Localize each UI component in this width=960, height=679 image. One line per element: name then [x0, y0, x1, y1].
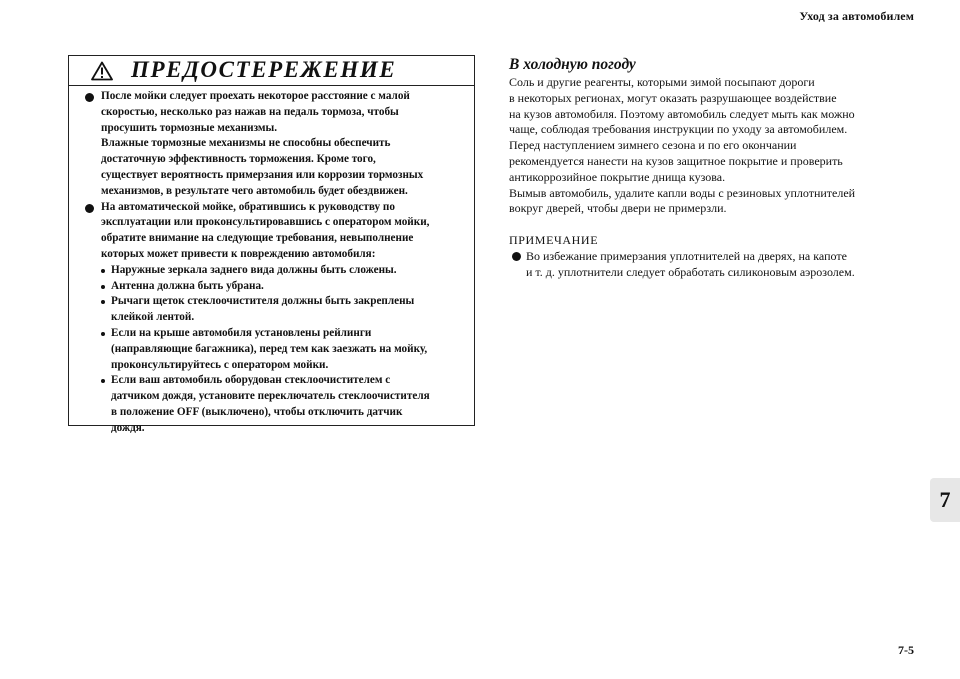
warning-box: [68, 55, 475, 434]
cold-weather-section: [509, 56, 919, 281]
warning-subitem: [85, 373, 464, 436]
page-number: 7-5: [898, 643, 914, 657]
small-bullet-icon: [101, 300, 105, 304]
warning-item: [85, 200, 464, 263]
warning-subitem-text: Если ваш автомобиль оборудован стеклоочистителем с датчиком дождя, установите переключатель стеклоочистителя в положение OFF (выключено), чтобы отключить датчик дождя.: [111, 374, 430, 434]
small-bullet-icon: [101, 332, 105, 336]
warning-subitem-text: Антенна должна быть убрана.: [111, 279, 264, 292]
warning-subitem: [85, 294, 464, 326]
warning-subitem-text: Рычаги щеток стеклоочистителя должны быть закреплены клейкой лентой.: [111, 295, 415, 324]
bullet-icon: [512, 252, 521, 261]
warning-list: [85, 89, 464, 437]
section-title: В холодную погоду: [509, 56, 636, 73]
chapter-number: 7: [939, 487, 951, 512]
small-bullet-icon: [101, 285, 105, 289]
warning-subitem: [85, 279, 464, 295]
warning-subitem-text: Если на крыше автомобиля установлены рейлинги (направляющие багажника), перед тем как заезжать на мойку, проконсультируйтесь с оператором мойки.: [111, 326, 428, 371]
body-paragraph: Соль и другие реагенты, которыми зимой посыпают дороги в некоторых регионах, могут оказать разрушающее воздействие на кузов автомобиля. Поэтому автомобиль следует мыть как можно чаще, соблюдая требования инструкции по уходу за автомобилем. Перед наступлением зимнего сезона и по его окончании рекомендуется нанести на кузов защитное покрытие и проверить антикоррозийное покрытие днища кузова.: [509, 75, 855, 184]
warning-paragraph: После мойки следует проехать некоторое расстояние с малой скоростью, несколько раз нажав на педаль тормоза, чтобы просушить тормозные механизмы.: [101, 90, 410, 134]
note-text: Во избежание примерзания уплотнителей на дверях, на капоте и т. д. уплотнители следует обработать силиконовым аэрозолем.: [526, 248, 855, 279]
chapter-tab: [930, 478, 960, 522]
warning-header: [69, 56, 474, 86]
note-label: ПРИМЕЧАНИЕ: [509, 233, 599, 248]
warning-title: ПРЕДОСТЕРЕЖЕНИЕ: [131, 57, 397, 82]
page-header: Уход за автомобилем: [799, 9, 914, 23]
note-item: [509, 249, 919, 281]
warning-paragraph: На автоматической мойке, обратившись к руководству по эксплуатации или проконсультировавшись с оператором мойки, обратите внимание на следующие требования, невыполнение которых может привести к повреждению автомобиля:: [101, 200, 430, 260]
small-bullet-icon: [101, 269, 105, 273]
bullet-icon: [85, 204, 94, 213]
body-paragraph: Вымыв автомобиль, удалите капли воды с резиновых уплотнителей вокруг дверей, чтобы двери не примерзли.: [509, 185, 856, 216]
warning-subitem: [85, 326, 464, 373]
warning-subitem: [85, 263, 464, 279]
warning-triangle-icon: [91, 61, 113, 81]
warning-subitem-text: Наружные зеркала заднего вида должны быть сложены.: [111, 263, 397, 276]
warning-paragraph: Влажные тормозные механизмы не способны обеспечить достаточную эффективность торможения. Кроме того, существует вероятность примерзания или коррозии тормозных механизмов, в результате чего автомобиль будет обездвижен.: [101, 137, 424, 197]
warning-item: [85, 89, 464, 200]
small-bullet-icon: [101, 379, 105, 383]
bullet-icon: [85, 93, 94, 102]
